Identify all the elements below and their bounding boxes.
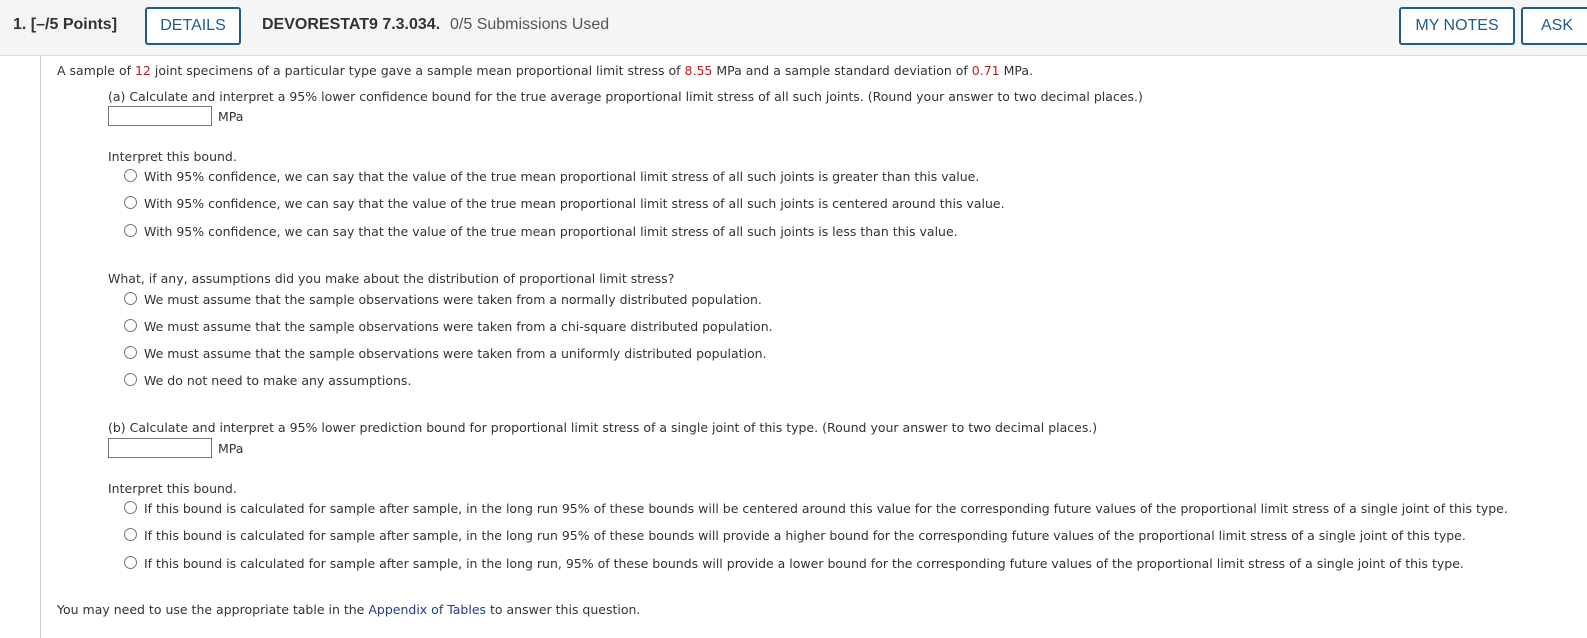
- part-a-answer-input[interactable]: [108, 106, 212, 126]
- part-a-interpret-option-1: With 95% confidence, we can say that the value of the true mean proportional limit stress of all such joints is greater than this value.: [144, 169, 980, 184]
- part-b-interpret-option-2: If this bound is calculated for sample after sample, in the long run 95% of these bounds will provide a higher bound for the corresponding future values of the proportional limit stress of a single joint of this type.: [144, 528, 1466, 543]
- part-a-unit: MPa: [218, 109, 244, 124]
- details-button[interactable]: DETAILS: [145, 7, 241, 45]
- appendix-of-tables-link[interactable]: Appendix of Tables: [368, 602, 487, 617]
- intro-text-2: joint specimens of a particular type gave a sample mean proportional limit stress of: [150, 63, 685, 78]
- assumption-radio-3[interactable]: [124, 346, 137, 359]
- part-a-interpret-radio-2[interactable]: [124, 196, 137, 209]
- part-b-interpret-radio-2[interactable]: [124, 528, 137, 541]
- part-b-interpret-option-1: If this bound is calculated for sample after sample, in the long run 95% of these bounds will be centered around this value for the corresponding future values of the proportional limit stress of a single joint of this type.: [144, 501, 1508, 516]
- part-b-prompt: (b) Calculate and interpret a 95% lower prediction bound for proportional limit stress of a single joint of this type. (Round your answer to two decimal places.): [108, 420, 1098, 435]
- problem-statement: [57, 63, 1033, 78]
- intro-text-1: A sample of: [57, 63, 135, 78]
- sample-sd-value: 0.71: [971, 63, 1000, 78]
- part-b-interpret-radio-3[interactable]: [124, 556, 137, 569]
- part-a-prompt: (a) Calculate and interpret a 95% lower confidence bound for the true average proportional limit stress of all such joints. (Round your answer to two decimal places.): [108, 89, 1143, 104]
- assumption-question: What, if any, assumptions did you make about the distribution of proportional limit stress?: [108, 271, 675, 286]
- assumption-radio-4[interactable]: [124, 373, 137, 386]
- ask-your-teacher-button[interactable]: ASK: [1521, 7, 1587, 45]
- part-b-answer-input[interactable]: [108, 438, 212, 458]
- assumption-option-4: We do not need to make any assumptions.: [144, 373, 412, 388]
- appendix-note-text-2: to answer this question.: [486, 602, 641, 617]
- my-notes-button[interactable]: MY NOTES: [1399, 7, 1515, 45]
- intro-text-3: MPa and a sample standard deviation of: [712, 63, 972, 78]
- appendix-note-text-1: You may need to use the appropriate table in the: [57, 602, 369, 617]
- part-a-interpret-option-2: With 95% confidence, we can say that the value of the true mean proportional limit stress of all such joints is centered around this value.: [144, 196, 1005, 211]
- problem-code: DEVORESTAT9 7.3.034.: [262, 16, 441, 33]
- part-a-interpret-radio-3[interactable]: [124, 224, 137, 237]
- question-number-points: [13, 16, 117, 34]
- assumption-option-3: We must assume that the sample observations were taken from a uniformly distributed population.: [144, 346, 767, 361]
- part-b-interpret-option-3: If this bound is calculated for sample after sample, in the long run, 95% of these bounds will provide a lower bound for the corresponding future values of the proportional limit stress of a single joint of this type.: [144, 556, 1464, 571]
- assumption-option-2: We must assume that the sample observations were taken from a chi-square distributed population.: [144, 319, 773, 334]
- question-header: [0, 0, 1587, 56]
- submissions-count: 0/5 Submissions Used: [450, 16, 610, 33]
- appendix-note: [57, 602, 640, 617]
- part-a-interpret-option-3: With 95% confidence, we can say that the value of the true mean proportional limit stress of all such joints is less than this value.: [144, 224, 958, 239]
- sample-size-value: 12: [134, 63, 151, 78]
- part-b-interpret-radio-1[interactable]: [124, 501, 137, 514]
- part-b-unit: MPa: [218, 441, 244, 456]
- assumption-radio-2[interactable]: [124, 319, 137, 332]
- assumption-option-1: We must assume that the sample observations were taken from a normally distributed population.: [144, 292, 762, 307]
- intro-text-4: MPa.: [999, 63, 1034, 78]
- sample-mean-value: 8.55: [684, 63, 713, 78]
- part-a-interpret-radio-1[interactable]: [124, 169, 137, 182]
- assumption-radio-1[interactable]: [124, 292, 137, 305]
- part-a-interpret-label: Interpret this bound.: [108, 149, 237, 164]
- part-b-interpret-label: Interpret this bound.: [108, 481, 237, 496]
- question-number: 1.: [13, 16, 27, 33]
- points-label: [–/5 Points]: [30, 16, 118, 33]
- question-left-border: [40, 56, 41, 638]
